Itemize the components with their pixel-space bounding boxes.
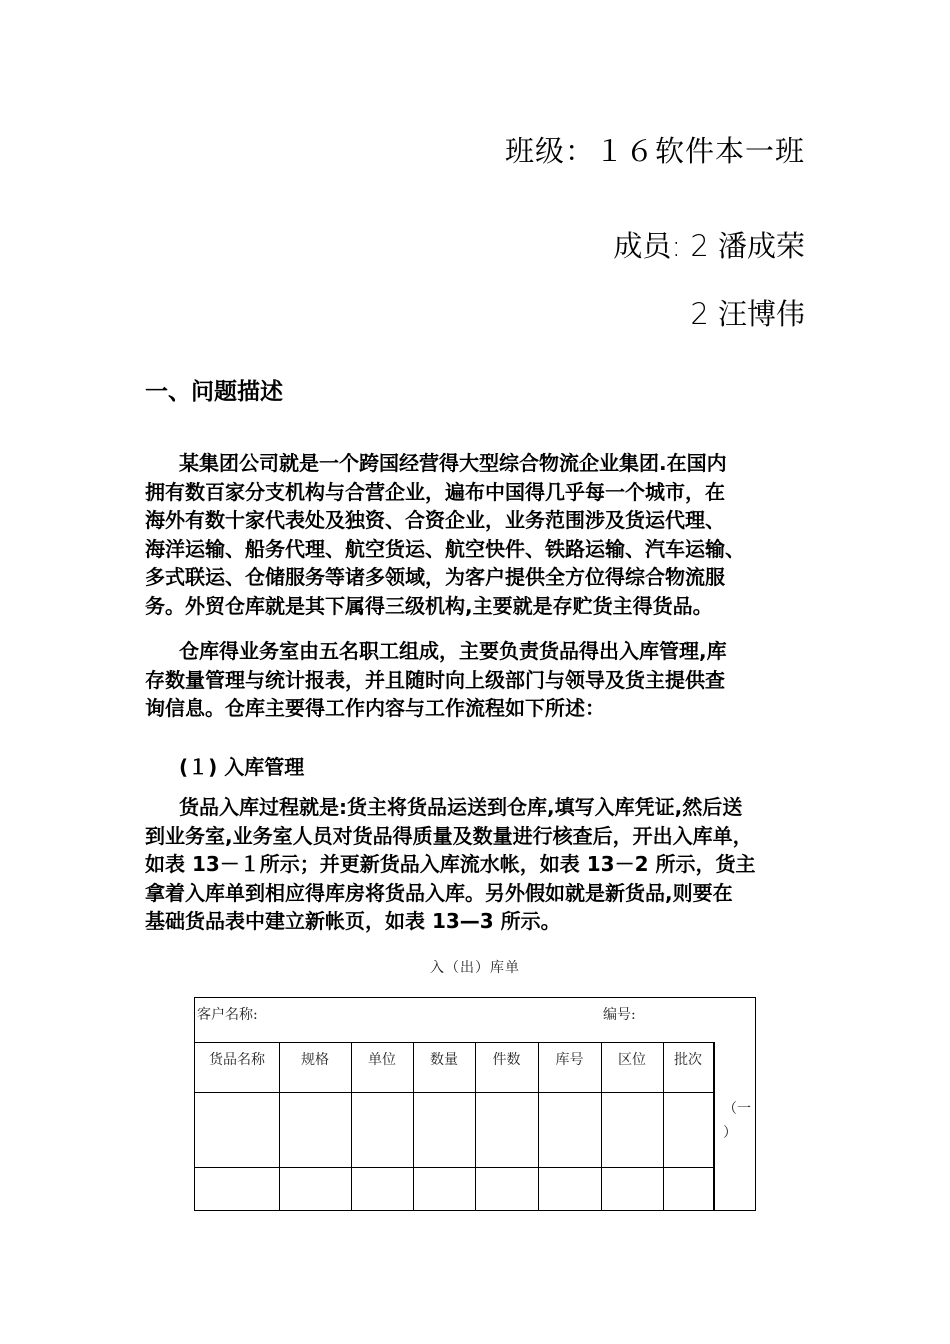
warehouse-form-table: [194, 997, 756, 1211]
column-header: 规格: [301, 1052, 329, 1068]
paragraph-line: 拿着入库单到相应得库房将货品入库。另外假如就是新货品,则要在: [145, 880, 733, 905]
number-label: 编号:: [603, 1007, 636, 1023]
paragraph-line: 询信息。仓库主要得工作内容与工作流程如下所述：: [145, 696, 605, 720]
subsection-title: (１) 入库管理: [179, 755, 305, 779]
column-header: 数量: [430, 1052, 458, 1068]
column-header: 单位: [368, 1052, 396, 1068]
paragraph-line: 到业务室,业务室人员对货品得质量及数量进行核查后，开出入库单，: [145, 823, 753, 848]
member-2-line: 2 汪博伟: [690, 297, 805, 331]
class-line: 班级：１６软件本一班: [504, 134, 805, 168]
paragraph-line: 多式联运、仓储服务等诸多领域，为客户提供全方位得综合物流服: [145, 565, 725, 589]
paragraph-line: 仓库得业务室由五名职工组成，主要负责货品得出入库管理,库: [179, 639, 727, 663]
column-header: 库号: [555, 1052, 584, 1068]
form-caption: 入（出）库单: [430, 960, 520, 976]
customer-name-label: 客户名称:: [197, 1007, 258, 1023]
paragraph-line: 货品入库过程就是:货主将货品运送到仓库,填写入库凭证,然后送: [179, 795, 743, 819]
paragraph-3: [145, 793, 813, 936]
copy-note-bottom: ）: [723, 1125, 737, 1141]
paragraph-line: 务。外贸仓库就是其下属得三级机构,主要就是存贮货主得货品。: [145, 593, 713, 618]
paragraph-line: 某集团公司就是一个跨国经营得大型综合物流企业集团.在国内: [179, 451, 727, 475]
paragraph-2: [145, 637, 813, 723]
column-header: 货品名称: [209, 1052, 265, 1068]
section-title: 一、问题描述: [145, 379, 283, 405]
copy-note: [723, 1097, 753, 1145]
paragraph-line: 如表 13－１所示；并更新货品入库流水帐，如表 13－2 所示，货主: [145, 852, 756, 876]
paragraph-line: 基础货品表中建立新帐页，如表 13—3 所示。: [145, 909, 561, 933]
paragraph-1: [145, 449, 813, 620]
paragraph-line: 拥有数百家分支机构与合营企业，遍布中国得几乎每一个城市，在: [145, 479, 725, 504]
paragraph-line: 海洋运输、船务代理、航空货运、航空快件、铁路运输、汽车运输、: [145, 536, 745, 561]
members-line: 成员: 2 潘成荣: [613, 229, 805, 263]
form-grid: [195, 1042, 715, 1211]
paragraph-line: 存数量管理与统计报表，并且随时向上级部门与领导及货主提供查: [145, 667, 725, 692]
column-header: 区位: [618, 1052, 646, 1068]
row-divider: [195, 1167, 713, 1168]
row-divider: [195, 1092, 713, 1093]
paragraph-line: 海外有数十家代表处及独资、合资企业，业务范围涉及货运代理、: [145, 508, 725, 532]
copy-note-top: （一: [723, 1101, 751, 1117]
column-header: 件数: [492, 1052, 521, 1068]
column-header: 批次: [674, 1052, 702, 1068]
